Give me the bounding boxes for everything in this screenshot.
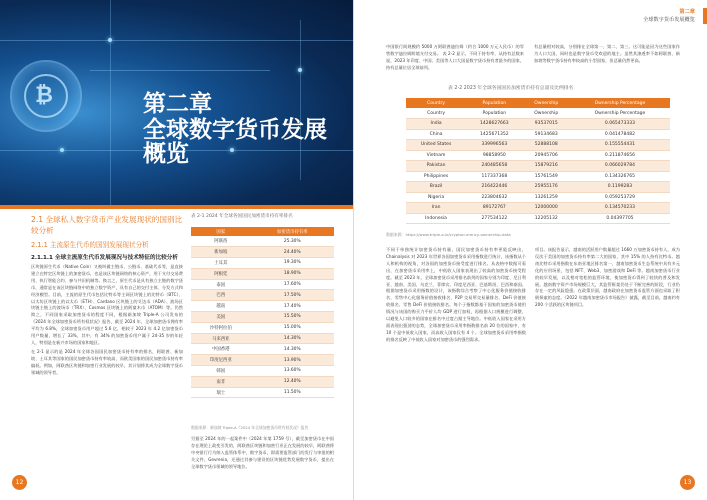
table-cell: 216422446 bbox=[466, 182, 522, 193]
table-row bbox=[191, 247, 334, 258]
table-cell: 25.30% bbox=[251, 236, 334, 247]
table-row bbox=[191, 290, 334, 301]
table-caption: 表 2-1 2024 年全球各国国民加密货币持有率排名 bbox=[191, 214, 293, 219]
table-cell: 0.211874656 bbox=[570, 150, 670, 161]
table-cell: Indonesia bbox=[406, 213, 466, 224]
table-row bbox=[191, 258, 334, 269]
chapter-title-line2: 概览 bbox=[143, 140, 189, 166]
header-chapter: 第二章 bbox=[679, 9, 695, 15]
table-cell: 18.90% bbox=[251, 268, 334, 279]
left-page bbox=[0, 0, 353, 500]
body-paragraph: 区块链原生代币（Native Coin）又被叫做主链币、公链币、基础代币等，是直接建立在特定区块链上的加密货币，也是该区块链网络的核心资产，用于支付交易费用、执行智能合约、参与共识机制等。换言之，原生代币是具有独立主链的数字货币，通常是在该区块链网络中的独立数字资产，具有自己的交付主体、分发方式和经济模型。目前，主流的原生代币包括比特币等主网区块链上的比特币（BTC）、以太坊区块链上的以太币（ETH）、Cardano 区块链上的艾达币（ADA）、波场区块链主链上的波场币（TRX）、Cosmos 区块链上的阿童木币（ATOM）等。仍然简之，不同国家采取加密货币的程度不同，根据新加坡 Triple-A 公司发布的《2024 年全球加密货币所有权状况》报告，截至 2024 年，全球加密货币拥有率平均为 6.8%，全球加密货币用户超过 5.6 亿，相较于 2023 年 4.2 亿加密货币用户数量，增长了 33%，其中，有 34% 的加密货币用户属于 24-35 岁的年轻人，特别是在新兴市场的国家和地区。 bbox=[31, 264, 183, 345]
ownership-total-table bbox=[406, 98, 670, 224]
table-cell: 223804632 bbox=[466, 192, 522, 203]
table-row bbox=[406, 192, 670, 203]
table-cell: 89172767 bbox=[466, 203, 522, 214]
table-cell: 20945706 bbox=[523, 150, 570, 161]
table-cell: 1425671352 bbox=[466, 129, 522, 140]
table-cell: 瑞士 bbox=[191, 387, 251, 398]
table-cell: 12000000 bbox=[523, 203, 570, 214]
table-cell: 93537015 bbox=[523, 119, 570, 130]
table-cell: United States bbox=[406, 140, 466, 151]
cover-divider bbox=[0, 205, 353, 209]
table-cell: 沙特阿拉伯 bbox=[191, 322, 251, 333]
table-cell: 98858950 bbox=[466, 150, 522, 161]
right-top-right-column bbox=[534, 42, 680, 65]
table-cell: 15.00% bbox=[251, 322, 334, 333]
table-cell: 南非 bbox=[191, 376, 251, 387]
right-page bbox=[354, 0, 707, 500]
running-header bbox=[643, 8, 695, 24]
table-header: Population bbox=[466, 98, 522, 108]
table-cell: 17.60% bbox=[251, 279, 334, 290]
table-cell: India bbox=[406, 119, 466, 130]
table-row bbox=[191, 387, 334, 398]
table-cell: 277534122 bbox=[466, 213, 522, 224]
table-row bbox=[191, 279, 334, 290]
table-row bbox=[191, 322, 334, 333]
table-row bbox=[406, 108, 670, 119]
table-header: Country bbox=[406, 98, 466, 108]
table-row bbox=[406, 171, 670, 182]
bitcoin-symbol-icon: ₿ bbox=[35, 83, 53, 108]
table-cell: 14.30% bbox=[251, 344, 334, 355]
table-cell: 阿根廷 bbox=[191, 268, 251, 279]
ownership-rate-table bbox=[191, 227, 334, 398]
table-caption: 表 2-2 2023 年全球各国国民加密货币持有总量及比例排名 bbox=[448, 86, 574, 91]
table-cell: 韩国 bbox=[191, 366, 251, 377]
table-row bbox=[406, 119, 670, 130]
table-cell: 0.041478482 bbox=[570, 129, 670, 140]
table-cell: 0.134326765 bbox=[570, 171, 670, 182]
table-cell: 阿联酋 bbox=[191, 236, 251, 247]
table-cell: 14.30% bbox=[251, 333, 334, 344]
table-cell: 0.066029784 bbox=[570, 161, 670, 172]
table-cell: 15761549 bbox=[523, 171, 570, 182]
table-header: 国家 bbox=[191, 227, 251, 236]
table-cell: 土耳其 bbox=[191, 258, 251, 269]
table-source: 数据来源：https://www.triple-a.io/cryptocurrency-ownership-data bbox=[386, 232, 511, 237]
body-paragraph: 有总量相对较高，分别排在全球第一、第二、第三。这可能是因为这些国家作为人口大国，同时也是数字货币受欢迎的地主。虽然其渗透率不如阿联酋、新加坡等数字货币持有率较高的小型国家，但总量仍然更高。 bbox=[534, 44, 680, 63]
table-cell: 17.40% bbox=[251, 301, 334, 312]
table-row bbox=[406, 182, 670, 193]
right-top-left-column bbox=[386, 42, 524, 72]
left-bottom-text bbox=[191, 434, 334, 471]
table-cell: Country bbox=[406, 108, 466, 119]
table-cell: 印度尼西亚 bbox=[191, 355, 251, 366]
table-cell: 11.50% bbox=[251, 387, 334, 398]
table-cell: 117337368 bbox=[466, 171, 522, 182]
table-cell: Iran bbox=[406, 203, 466, 214]
table-cell: China bbox=[406, 129, 466, 140]
table-row bbox=[191, 268, 334, 279]
table-row bbox=[191, 344, 334, 355]
table-row bbox=[191, 355, 334, 366]
table-cell: Brazil bbox=[406, 182, 466, 193]
table-row bbox=[406, 129, 670, 140]
right-bottom-right-column bbox=[535, 245, 680, 309]
table-cell: 13.90% bbox=[251, 355, 334, 366]
body-paragraph: 在 2-1 显示的是 2024 年全球各国国民加密货币持有率的排名，阿联酋、新加坡、土耳其等国家的国民加密货币持有率较高，而欧美国家的国民加密货币持有率偏低。例如，阿联酋区块链和加密行业发展的较早，其计划将其成为全球数字货币领域的领导者。 bbox=[31, 348, 183, 375]
table-cell: 中国香港 bbox=[191, 344, 251, 355]
table-row bbox=[406, 213, 670, 224]
table-row bbox=[191, 333, 334, 344]
table-cell: Ownership bbox=[523, 108, 570, 119]
body-paragraph: 另据至 2024 年的一起案件中（2024 年第 1759 号），截至加密货币在中国存在理论上政变引发的，阿联酋区块链和加密行业正在发展的较早，阿联酋将中央银行行为纳入监管体系中，数字货币，即需要监管部门的发行与审批的相关文件。Gevrenia，还通过其参与建设的区块链优势发展数字货币，提出在全球数字货币领域的领导地位。 bbox=[191, 436, 334, 469]
table-cell: 美国 bbox=[191, 312, 251, 323]
table-cell: 15879216 bbox=[523, 161, 570, 172]
table-cell: 15.50% bbox=[251, 312, 334, 323]
table-cell: 0.065473333 bbox=[570, 119, 670, 130]
table-row bbox=[191, 376, 334, 387]
table-cell: Ownership Percentage bbox=[570, 108, 670, 119]
header-accent bbox=[703, 8, 707, 24]
table-cell: 0.04397705 bbox=[570, 213, 670, 224]
table-cell: 13.60% bbox=[251, 366, 334, 377]
table-cell: 巴西 bbox=[191, 290, 251, 301]
table-cell: 0.059253729 bbox=[570, 192, 670, 203]
right-bottom-left-column bbox=[386, 245, 526, 344]
table-cell: 泰国 bbox=[191, 279, 251, 290]
table-cell: 17.50% bbox=[251, 290, 334, 301]
body-paragraph: 项目。该报告显示，越南的活跃用户数量超过 1660 万加密货币持有人，成为仅次于美国的加密货币持有率第二大的国家，其中 15% 的人持有比特币。越南比特币采用指数在东南亚地区排名第一，越南加密货币生态系统中具有多元化的应用场景，包括 NFT、Web3、加密游戏和 DeFi 等。越南加密货币行业的较早发展，以及相对宽松的监管环境，使加密货币得到了较快的普及和发展。越南数字资产市场规模巨大，其监管框架仍处于不断完善的阶段，行业仍存在一定的风险隐患。在政策层面，越南政府在加密货币监管方面也采取了积极探索的态度。《2022 年越南加密货币市场报告》披露，截至目前，越南约有 200 个活跃的区块链项目。 bbox=[535, 247, 680, 308]
table-cell: 0.1199283 bbox=[570, 182, 670, 193]
subsection-title: 2.1.1 主流原生代币的国别发展现状分析 bbox=[31, 241, 149, 249]
chapter-number: 第二章 bbox=[143, 90, 212, 116]
table-cell: 新加坡 bbox=[191, 247, 251, 258]
table-cell: Nigeria bbox=[406, 192, 466, 203]
body-paragraph: 不同于单独统计加密货币持有量，国民加密货币持有率更能反映出，Chainalysis 对 2023 年世界各国加密货币采用指数进行统计，该指数从个人和机构的视角，对各国的加密货币接受度进行排名。从表格中数据可看出，在加密货币采用率上，中低收入国家表现出了较高的加密货币接受程度。截至 2023 年，全球加密货币采用排名前列的国家分别为印度、尼日利亚、越南、美国、乌克兰、菲律宾、印度尼西亚、巴基斯坦、巴西和泰国。根据加密货币采用指数的设计，该指数综合考察了中心化服务价值接收排名、零售中心化服务价值接收排名、P2P 交易所交易量排名、DeFi 价值接收排名、零售 DeFi 价值接收排名。每个子指数都基于国家的加密货币使用情况与该国的购买力平价人均 GDP 进行加权，再根据人口规模进行调整，以避免人口较多的国家在排名中过度占据主导地位。中低收入国家在采用方面表现出强劲的态势，全球加密货币采用率指数排名前 20 位的国家中，有 10 个是中低收入国家，而高收入国家仅有 4 个。全球加密货币采用率指数的排名反映了中低收入国家对加密货币的强烈需求。 bbox=[386, 247, 526, 342]
table-cell: Pakistan bbox=[406, 161, 466, 172]
subsubsection-title: 2.1.1.1 全球主流原生代币发展现况与技术特征的比较分析 bbox=[31, 255, 178, 261]
table-cell: 25955176 bbox=[523, 182, 570, 193]
header-title: 全球数字货币发展概览 bbox=[643, 17, 695, 23]
table-row bbox=[191, 312, 334, 323]
table-cell: 0.134570233 bbox=[570, 203, 670, 214]
page-number: 12 bbox=[12, 475, 27, 490]
table-cell: 339996563 bbox=[466, 140, 522, 151]
section-title: 2.1 全球私人数字货币产业发展现状的国别比较分析 bbox=[31, 215, 183, 235]
table-cell: 越南 bbox=[191, 301, 251, 312]
page-number: 13 bbox=[680, 475, 695, 490]
table-cell: Population bbox=[466, 108, 522, 119]
table-cell: 马来西亚 bbox=[191, 333, 251, 344]
table-row bbox=[191, 236, 334, 247]
left-column bbox=[31, 214, 183, 377]
chapter-title bbox=[143, 90, 327, 165]
table-cell: 13261259 bbox=[523, 192, 570, 203]
table-source: 数据来源：新加坡 Triple-A《2024 年全球加密货币所有权状况》报告 bbox=[191, 425, 309, 430]
chapter-cover-banner bbox=[0, 0, 353, 205]
table-cell: 12205132 bbox=[523, 213, 570, 224]
table-cell: 52888108 bbox=[523, 140, 570, 151]
table-cell: Philippines bbox=[406, 171, 466, 182]
table-cell: 24.40% bbox=[251, 247, 334, 258]
table-header: Ownership bbox=[523, 98, 570, 108]
body-paragraph: 中国银行间规模约 5000 万阿联酋迪拉姆（约合 1000 万元人民币）的零售数字迪拉姆跨境支付交易。 表 2-2 显示，不同于持有率，从持有总数来说，2023 年印度、中国、美国等人口大国是数字货币持有者最多的国家，持有总量位居全球前列。 bbox=[386, 44, 524, 70]
table-cell: Vietnam bbox=[406, 150, 466, 161]
table-header: Ownership Percentage bbox=[570, 98, 670, 108]
table-cell: 12.40% bbox=[251, 376, 334, 387]
table-cell: 59134683 bbox=[523, 129, 570, 140]
table-row bbox=[406, 150, 670, 161]
table-row bbox=[191, 366, 334, 377]
table-row bbox=[406, 140, 670, 151]
table-cell: 1428627663 bbox=[466, 119, 522, 130]
table-row bbox=[191, 301, 334, 312]
table-header: 加密货币持有率 bbox=[251, 227, 334, 236]
table-row bbox=[406, 203, 670, 214]
table-cell: 0.155554431 bbox=[570, 140, 670, 151]
chapter-title-line1: 全球数字货币发展 bbox=[143, 116, 327, 142]
table-cell: 19.30% bbox=[251, 258, 334, 269]
table-cell: 240485658 bbox=[466, 161, 522, 172]
table-row bbox=[406, 161, 670, 172]
